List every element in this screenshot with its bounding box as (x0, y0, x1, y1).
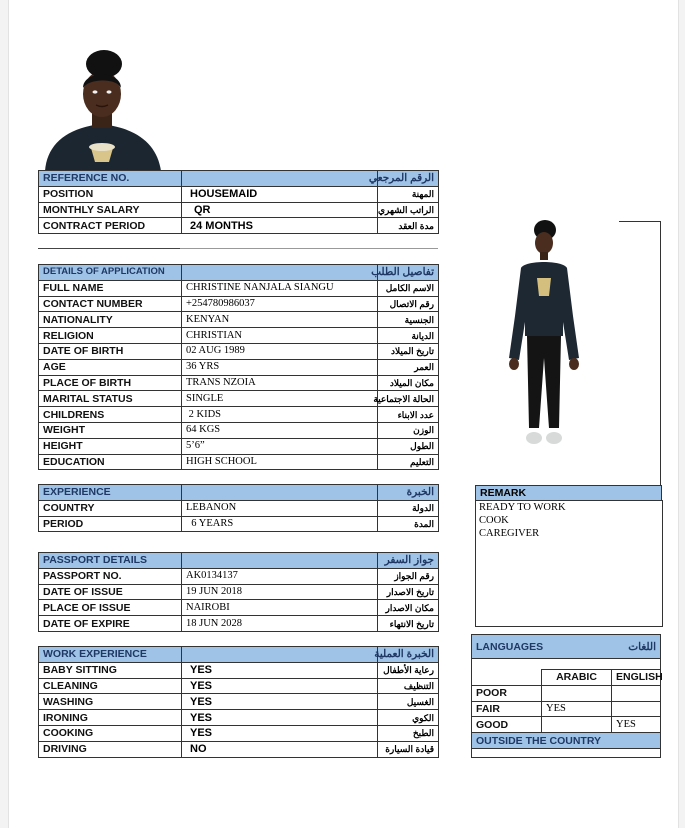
table-row: BABY SITTING YES رعاية الأطفال (39, 662, 439, 678)
salary-row (39, 202, 439, 218)
work-experience-header (39, 647, 439, 663)
table-row: CHILDRENS 2 KIDS عدد الابناء (39, 407, 439, 423)
headshot-photo (37, 44, 167, 171)
cv-page (8, 0, 679, 828)
outside-country-row (472, 733, 661, 749)
passport-header (39, 553, 439, 569)
table-row: DRIVING NO قيادة السيارة (39, 741, 439, 757)
table-row: NATIONALITY KENYAN الجنسية (39, 312, 439, 328)
application-table (38, 264, 439, 470)
table-row: GOOD YES (472, 717, 661, 733)
salary-label: MONTHLY SALARY (39, 202, 182, 218)
table-row: DATE OF ISSUE 19 JUN 2018 تاريخ الاصدار (39, 584, 439, 600)
position-row (39, 186, 439, 202)
table-row: FULL NAME CHRISTINE NANJALA SIANGU الاسم الكامل (39, 280, 439, 296)
table-row: COOKING YES الطبخ (39, 725, 439, 741)
remark-line: COOK (479, 515, 509, 526)
passport-table (38, 552, 439, 632)
table-row: CLEANING YES التنظيف (39, 678, 439, 694)
salary-arabic: الراتب الشهري (378, 202, 439, 218)
divider-line (180, 248, 438, 249)
table-row: DATE OF BIRTH 02 AUG 1989 تاريخ الميلاد (39, 343, 439, 359)
reference-arabic: الرقم المرجعي (378, 171, 439, 187)
table-row: POOR (472, 685, 661, 701)
contract-label: CONTRACT PERIOD (39, 218, 182, 234)
languages-spacer (472, 659, 661, 670)
remark-line: CAREGIVER (479, 528, 540, 539)
full-body-photo (497, 218, 589, 462)
table-row: AGE 36 YRS العمر (39, 359, 439, 375)
table-row: DATE OF EXPIRE 18 JUN 2028 تاريخ الانتهاء (39, 616, 439, 632)
languages-title-arabic: اللغات (612, 635, 661, 659)
application-title-arabic: تفاصيل الطلب (378, 265, 439, 281)
remark-header: REMARK (475, 485, 662, 501)
reference-value (182, 171, 378, 187)
experience-title: EXPERIENCE (39, 485, 182, 501)
passport-title-arabic: جواز السفر (378, 553, 439, 569)
table-row: CONTACT NUMBER +254780986037 رقم الاتصال (39, 296, 439, 312)
table-row: PLACE OF BIRTH TRANS NZOIA مكان الميلاد (39, 375, 439, 391)
photo-frame-line (619, 221, 661, 222)
position-value: HOUSEMAID (182, 186, 378, 202)
remark-lines (479, 501, 566, 540)
contract-value: 24 MONTHS (182, 218, 378, 234)
photo-frame-line (660, 221, 661, 485)
application-title: DETAILS OF APPLICATION (39, 265, 182, 281)
divider-line (38, 248, 180, 249)
outside-country-label: OUTSIDE THE COUNTRY (472, 733, 661, 749)
position-arabic: المهنة (378, 186, 439, 202)
contract-arabic: مدة العقد (378, 218, 439, 234)
table-row: IRONING YES الكوي (39, 710, 439, 726)
work-experience-table (38, 646, 439, 758)
table-row: PERIOD 6 YEARS المدة (39, 516, 439, 532)
languages-title: LANGUAGES (472, 635, 612, 659)
languages-columns (472, 670, 661, 686)
reference-row (39, 171, 439, 187)
table-row: PLACE OF ISSUE NAIROBI مكان الاصدار (39, 600, 439, 616)
contract-row (39, 218, 439, 234)
table-row: COUNTRY LEBANON الدولة (39, 500, 439, 516)
languages-table (471, 634, 661, 758)
column-english: ENGLISH (612, 670, 661, 686)
table-row: WEIGHT 64 KGS الوزن (39, 422, 439, 438)
application-header (39, 265, 439, 281)
table-row: HEIGHT 5’6” الطول (39, 438, 439, 454)
work-experience-title: WORK EXPERIENCE (39, 647, 182, 663)
table-row: RELIGION CHRISTIAN الديانة (39, 328, 439, 344)
reference-label: REFERENCE NO. (39, 171, 182, 187)
languages-blank-row (472, 748, 661, 757)
languages-header (472, 635, 661, 659)
passport-title: PASSPORT DETAILS (39, 553, 182, 569)
column-arabic: ARABIC (542, 670, 612, 686)
experience-title-arabic: الخبرة (378, 485, 439, 501)
table-row: FAIR YES (472, 701, 661, 717)
header-table (38, 170, 439, 234)
experience-header (39, 485, 439, 501)
experience-table (38, 484, 439, 532)
remark-line: READY TO WORK (479, 502, 566, 513)
table-row: EDUCATION HIGH SCHOOL التعليم (39, 454, 439, 470)
table-row: WASHING YES الغسيل (39, 694, 439, 710)
position-label: POSITION (39, 186, 182, 202)
salary-value: QR (182, 202, 378, 218)
work-experience-title-arabic: الخبرة العملية (378, 647, 439, 663)
table-row: PASSPORT NO. AK0134137 رقم الجواز (39, 568, 439, 584)
table-row: MARITAL STATUS SINGLE الحالة الاجتماعية (39, 391, 439, 407)
